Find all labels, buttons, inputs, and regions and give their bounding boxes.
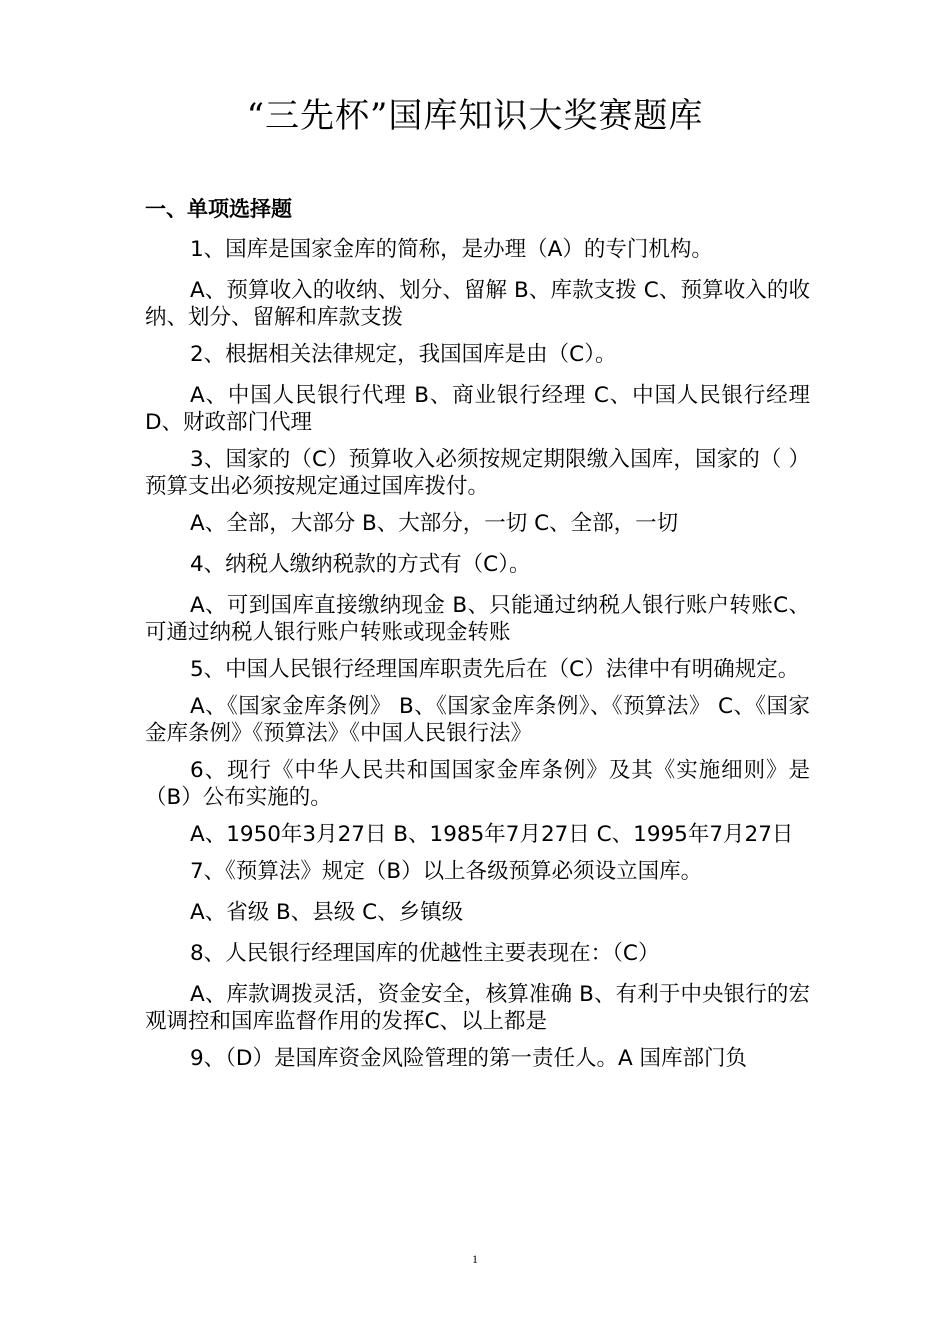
options-paragraph: A、预算收入的收纳、划分、留解 B、库款支拨 C、预算收入的收纳、划分、留解和库款支拨 (145, 278, 810, 330)
question-list (145, 236, 817, 1082)
question-paragraph: 3、国家的（C）预算收入必须按规定期限缴入国库，国家的（ ）预算支出必须按规定通过国库拨付。 (145, 447, 810, 499)
question-paragraph: 4、纳税人缴纳税款的方式有（C）。 (190, 552, 531, 577)
document-title: “三先杯”国库知识大奖赛题库 (246, 96, 704, 136)
options-paragraph: A、1950年3月27日 B、1985年7月27日 C、1995年7月27日 (190, 822, 794, 847)
options-paragraph: A、中国人民银行代理 B、商业银行经理 C、中国人民银行经理 D、财政部门代理 (145, 383, 817, 435)
page-number: 1 (472, 1252, 478, 1266)
question-paragraph: 7、《预算法》规定（B）以上各级预算必须设立国库。 (190, 859, 703, 884)
section-heading: 一、单项选择题 (145, 197, 292, 221)
question-paragraph: 8、人民银行经理国库的优越性主要表现在：（C） (190, 941, 660, 966)
options-paragraph: A、可到国库直接缴纳现金 B、只能通过纳税人银行账户转账C、可通过纳税人银行账户转账或现金转账 (145, 593, 810, 645)
question-paragraph: 5、中国人民银行经理国库职责先后在（C）法律中有明确规定。 (190, 657, 800, 682)
question-paragraph: 1、国库是国家金库的简称，是办理（A）的专门机构。 (190, 237, 713, 262)
options-paragraph: A、省级 B、县级 C、乡镇级 (190, 900, 464, 925)
options-paragraph: A、库款调拨灵活，资金安全，核算准确 B、有利于中央银行的宏观调控和国库监督作用的发挥C、以上都是 (145, 982, 810, 1034)
question-paragraph: 6、现行《中华人民共和国国家金库条例》及其《实施细则》是（B）公布实施的。 (145, 758, 810, 810)
question-paragraph: 2、根据相关法律规定，我国国库是由（C）。 (190, 342, 617, 367)
options-paragraph: A、全部，大部分 B、大部分，一切 C、全部，一切 (190, 511, 679, 536)
options-paragraph: A、《国家金库条例》 B、《国家金库条例》、《预算法》 C、《国家金库条例》《预算法》《中国人民银行法》 (145, 694, 810, 746)
question-paragraph: 9、（D）是国库资金风险管理的第一责任人。A 国库部门负 (190, 1046, 748, 1071)
